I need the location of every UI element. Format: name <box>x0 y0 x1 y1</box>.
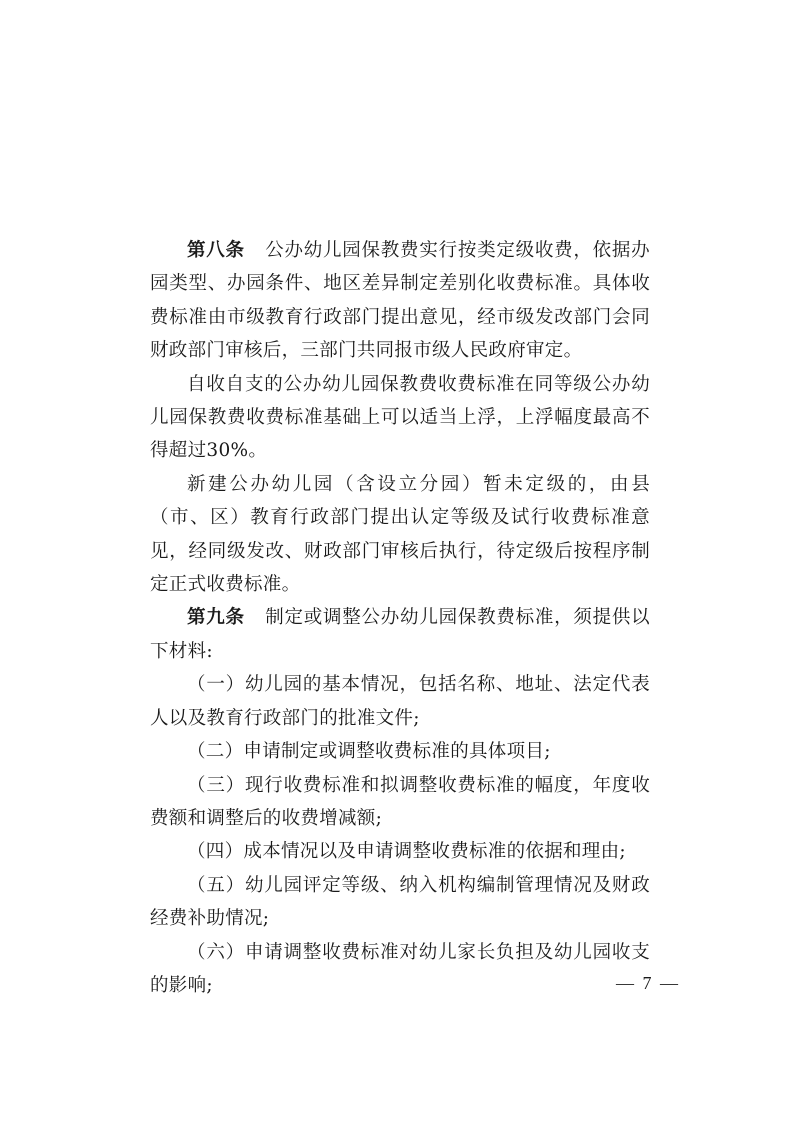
list-item: （四）成本情况以及申请调整收费标准的依据和理由; <box>187 841 626 863</box>
article-9-paragraph <box>150 601 650 668</box>
article-8-heading: 第八条 <box>187 240 245 261</box>
article-8-text: 公办幼儿园保教费实行按类定级收费，依据办园类型、办园条件、地区差异制定差别化收费标准。具体收费标准由市级教育行政部门提出意见，经市级发改部门会同财政部门审核后，三部门共同报市级人民政府审定。 <box>150 240 650 362</box>
page-number: — 7 — <box>616 973 680 993</box>
document-body <box>150 234 650 1002</box>
article-9-heading: 第九条 <box>187 607 245 629</box>
article-9-intro: 制定或调整公办幼儿园保教费标准，须提供以下材料: <box>150 607 650 662</box>
article-8-paragraph-2: 自收自支的公办幼儿园保教费收费标准在同等级公办幼儿园保教费收费标准基础上可以适当上浮，上浮幅度最高不得超过30%。 <box>150 373 650 462</box>
list-item: （五）幼儿园评定等级、纳入机构编制管理情况及财政经费补助情况; <box>150 874 650 930</box>
list-item: （二）申请制定或调整收费标准的具体项目; <box>187 741 551 763</box>
list-item: （六）申请调整收费标准对幼儿家长负担及幼儿园收支的影响; <box>150 941 650 996</box>
article-8-paragraph <box>150 234 650 368</box>
article-8-paragraph-3: 新建公办幼儿园（含设立分园）暂未定级的，由县（市、区）教育行政部门提出认定等级及试行收费标准意见，经同级发改、财政部门审核后执行，待定级后按程序制定正式收费标准。 <box>150 473 650 596</box>
list-item: （三）现行收费标准和拟调整收费标准的幅度，年度收费额和调整后的收费增减额; <box>150 774 650 829</box>
list-item: （一）幼儿园的基本情况，包括名称、地址、法定代表人以及教育行政部门的批准文件; <box>150 674 650 729</box>
